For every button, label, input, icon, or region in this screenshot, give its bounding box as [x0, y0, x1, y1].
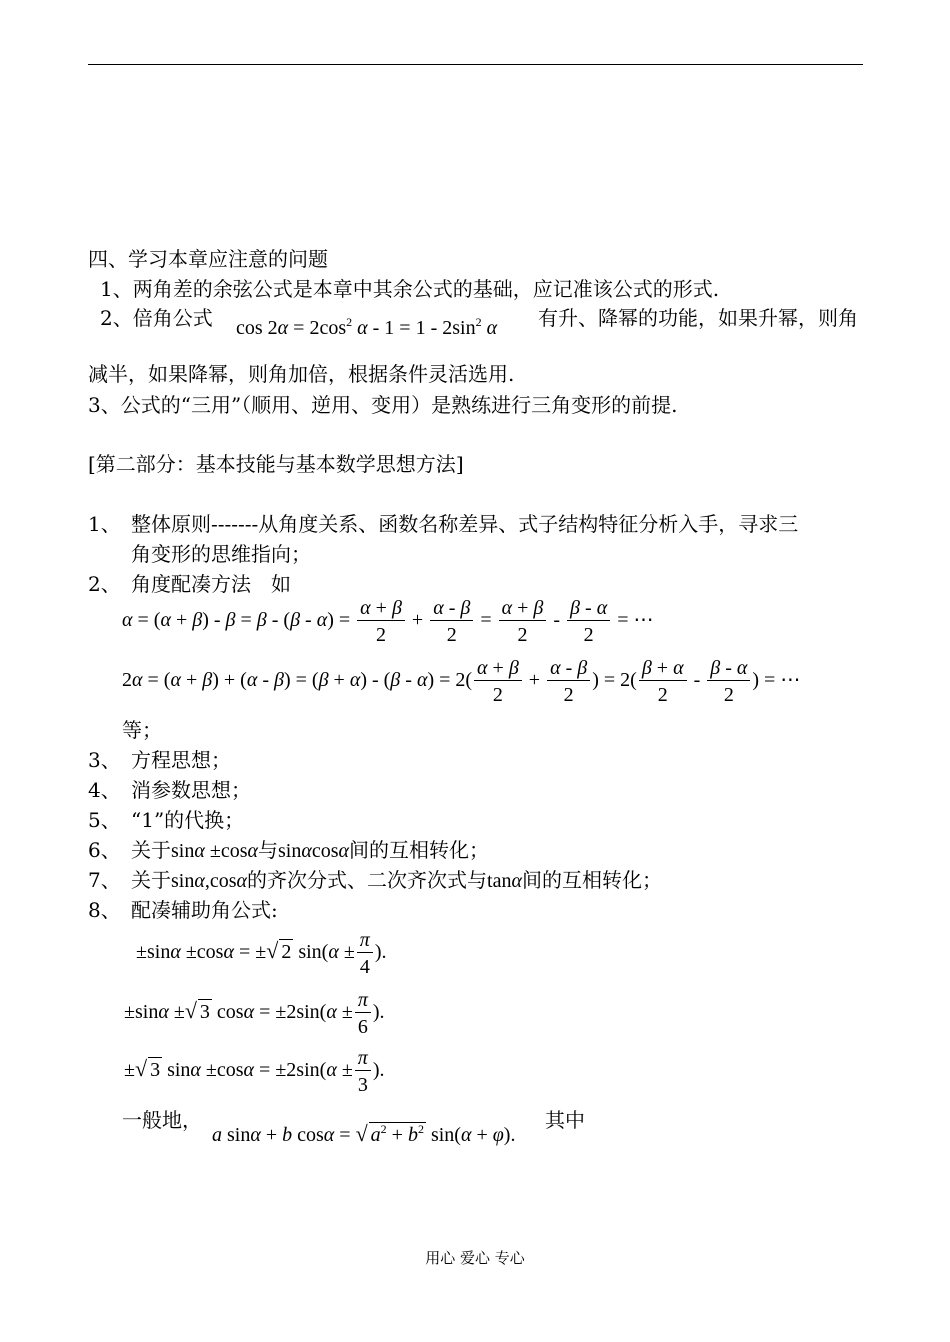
list-item-5: “1”的代换；	[131, 808, 245, 832]
header-rule	[88, 64, 863, 65]
list-number-2: 2、	[88, 572, 121, 596]
list-number-3: 3、	[88, 748, 121, 772]
double-angle-formula: $\cos 2\alpha = 2\cos^2$ $\alpha - 1 = 1 - 2\sin^2$ α	[236, 315, 498, 339]
list-item-8: 配凑辅助角公式:	[131, 898, 278, 922]
item-6-expr-a: sinα ±cosα	[171, 840, 258, 862]
aux-formula-3: ±√ 3 sinα ±cosα = ±2sin(α ± $\frac{\pi}{3}$ ).	[124, 1047, 385, 1096]
item-7-pre: 关于	[131, 868, 171, 892]
angle-identity-1: α = (α + β) - β = β - (β - α) = $\frac{\alpha + \beta}{2}$ + $\frac{\alpha - \beta}{2}$ = $\frac{\alpha + \beta}{2}$ - $\frac{\beta - \alpha}{2}$ = ⋯	[122, 597, 654, 646]
item-7-mid: 的齐次分式、二次齐次式与	[247, 868, 488, 892]
etc-text: 等；	[122, 718, 162, 742]
item-2-continuation: 减半，如果降幂，则角加倍，根据条件灵活选用.	[88, 362, 515, 386]
general-formula: a sinα + b cosα = √ $a^2 + b^2$ sin(α + φ).	[212, 1121, 516, 1146]
item-3-text: 3、公式的“三用”（顺用、逆用、变用）是熟练进行三角变形的前提.	[88, 393, 678, 417]
item-2-prefix: 2、倍角公式	[100, 306, 213, 330]
angle-identity-2: 2α = (α + β) + (α - β) = (β + α) - (β - α) = 2( $\frac{\alpha + \beta}{2}$ + $\frac{\alpha - \beta}{2}$ ) = 2( $\frac{\beta + \alpha}{2}$ - $\frac{\beta - \alpha}{2}$ ) = ⋯	[122, 657, 801, 706]
item-7-expr-a: sinα,cosα	[171, 870, 248, 892]
list-number-1: 1、	[88, 512, 121, 536]
list-number-7: 7、	[88, 868, 121, 892]
part2-heading-text: [第二部分：基本技能与基本数学思想方法	[88, 452, 456, 476]
aux-formula-1: ±sinα ±cosα = ±√ 2 sin(α ± $\frac{\pi}{4}$ ).	[136, 929, 387, 978]
list-item-4: 消参数思想；	[131, 778, 251, 802]
list-item-6	[131, 838, 489, 862]
item-6-post: 间的互相转化；	[349, 838, 489, 862]
item-6-expr-b: sinαcosα	[277, 840, 349, 862]
aux-formula-2: ±sinα ±√ 3 cosα = ±2sin(α ± $\frac{\pi}{6}$ ).	[124, 989, 385, 1038]
list-item-3: 方程思想；	[131, 748, 231, 772]
list-number-5: 5、	[88, 808, 121, 832]
item-1-text: 1、两角差的余弦公式是本章中其余公式的基础，应记准该公式的形式.	[100, 277, 720, 301]
part2-heading-bracket: ]	[455, 452, 464, 476]
item-2-suffix: 有升、降幂的功能，如果升幂，则角	[538, 306, 858, 330]
list-item-7	[131, 868, 662, 892]
general-prefix: 一般地，	[122, 1108, 202, 1132]
item-7-post: 间的互相转化；	[521, 868, 662, 892]
list-item-1-line2: 角变形的思维指向；	[131, 542, 311, 566]
item-7-expr-b: tanα	[487, 870, 522, 892]
list-item-2: 角度配凑方法 如	[131, 572, 291, 596]
item-6-mid: 与	[257, 838, 278, 862]
part2-heading	[88, 452, 464, 476]
list-number-8: 8、	[88, 898, 121, 922]
list-number-4: 4、	[88, 778, 121, 802]
item-6-pre: 关于	[131, 838, 171, 862]
general-suffix: 其中	[545, 1108, 585, 1132]
section-title: 四、学习本章应注意的问题	[88, 247, 328, 271]
list-number-6: 6、	[88, 838, 121, 862]
list-item-1-line1: 整体原则-------从角度关系、函数名称差异、式子结构特征分析入手，寻求三	[131, 512, 799, 536]
page-footer: 用心 爱心 专心	[425, 1249, 525, 1267]
